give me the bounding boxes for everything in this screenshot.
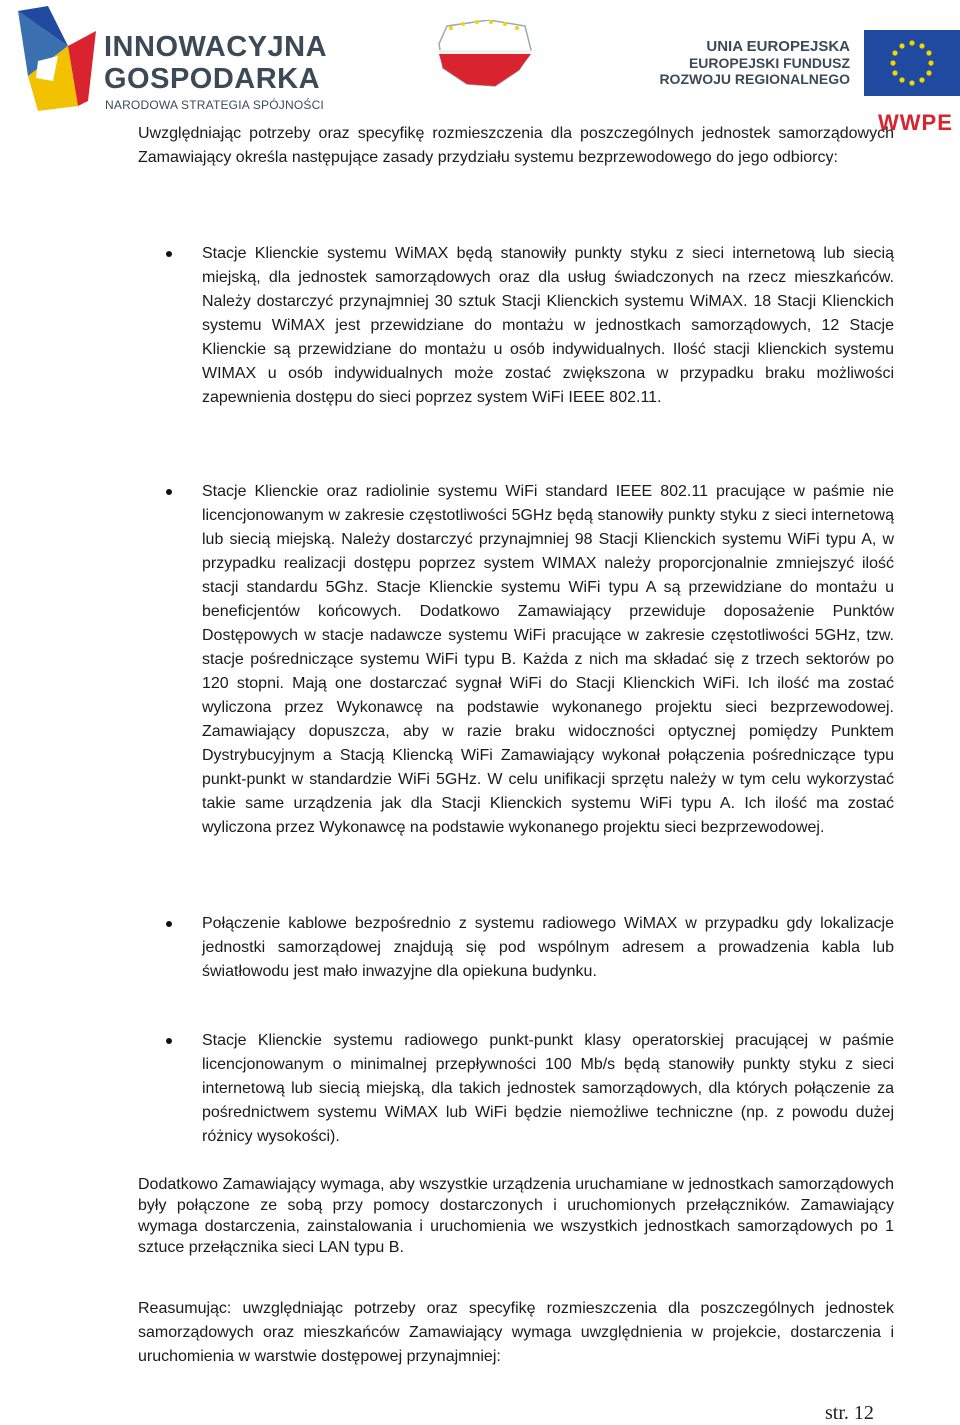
list-item-text: Połączenie kablowe bezpośrednio z systemu radiowego WiMAX w przypadku gdy lokalizacje jednostki samorządowej znajdują się pod wspólnym adresem a prowadzenia kabla lub światłowodu jest mało inwazyjne dla opiekuna budynku. [202,915,894,980]
innowacyjna-gospodarka-emblem-icon [8,6,103,116]
eu-logo-line1: UNIA EUROPEJSKA [706,38,850,55]
page-number: str. 12 [825,1402,874,1424]
list-item-text: Stacje Klienckie oraz radiolinie systemu WiFi standard IEEE 802.11 pracujące w paśmie nie licencjonowanym w zakresie częstotliwości 5GHz będą stanowiły punkty styku z sieci internetową lub siecią miejską. Należy dostarczyć przynajmniej 98 Stacji Klienckich systemu WiFi typu A, w przypadku realizacji dostępu poprzez system WIMAX należy proporcjonalnie zmniejszyć ilość stacji standardu 5Ghz. Stacje Klienckie systemu WiFi typu A są przewidziane do montażu u beneficjentów końcowych. Dodatkowo Zamawiający przewiduje doposażenie Punktów Dostępowych w stacje nadawcze systemu WiFi pracujące w zakresie częstotliwości 5GHz, tzw. stacje pośredniczące systemu WiFi typu B. Każda z nich ma składać się z trzech sektorów po 120 stopni. Mają one dostarczać sygnał WiFi do Stacji Klienckich WiFi. Ich ilość ma zostać wyliczona przez Wykonawcę na podstawie wykonanego projektu sieci bezprzewodowej. Zamawiający dopuszcza, aby w razie braku widoczności optycznej pomiędzy Punktem Dystrybucyjnym a Stacją Kliencką WiFi Zamawiający wykonał połączenia pośredniczące typu punkt-punkt w standardzie WiFi 5GHz. W celu unifikacji sprzętu należy w tym celu wykorzystać takie same urządzenia jak dla Stacji Klienckich systemu WiFi typu A. Ich ilość ma zostać wyliczona przez Wykonawcę na podstawie wykonanego projektu sieci bezprzewodowej. [202,483,894,836]
bullet-icon [166,1038,172,1044]
intro-paragraph: Uwzględniając potrzeby oraz specyfikę rozmieszczenia dla poszczególnych jednostek samorządowych Zamawiający określa następujące zasady przydziału systemu bezprzewodowego do jego odbiorcy: [138,125,894,166]
bullet-icon [166,921,172,927]
logo-left-line1: INNOWACYJNA [104,31,328,63]
list-item-text: Stacje Klienckie systemu radiowego punkt-punkt klasy operatorskiej pracującej w paśmie licencjonowanym o minimalnej przepływności 100 Mb/s będą stanowiły punkty styku z sieci internetową lub siecią miejską, dla takich jednostek samorządowych, dla których połączenie za pośrednictwem systemu WiMAX lub WiFi będzie niemożliwe techniczne (np. z powodu dużej różnicy wysokości). [202,1032,894,1145]
list-item [202,480,894,840]
list-item-text: Stacje Klienckie systemu WiMAX będą stanowiły punkty styku z sieci internetową lub siecią miejską, dla jednostek samorządowych oraz dla usług świadczonych na rzecz mieszkańców. Należy dostarczyć przynajmniej 30 sztuk Stacji Klienckich systemu WiMAX. 18 Stacji Klienckich systemu WiMAX jest przewidziane do montażu w jednostkach samorządowych, 12 Stacje Klienckie są przewidziane do montażu u osób indywidualnych. Ilość stacji klienckich systemu WIMAX u osób indywidualnych może zostać zwiększona w przypadku braku możliwości zapewnienia dostępu do sieci poprzez system WiFi IEEE 802.11. [202,245,894,406]
innowacyjna-gospodarka-logo [8,6,348,116]
eu-flag-icon [864,30,960,96]
poland-map-icon [437,20,537,92]
wwpe-logo-text: WWPE [878,110,953,135]
logo-left-line2: GOSPODARKA [104,63,321,95]
list-item [202,912,894,984]
logo-left-line3: NARODOWA STRATEGIA SPÓJNOŚCI [105,98,324,112]
summary-paragraph: Reasumując: uwzględniając potrzeby oraz specyfikę rozmieszczenia dla poszczególnych jednostek samorządowych oraz mieszkańców Zamawiający wymaga uwzględnienia w projekcie, dostarczenia i uruchomienia w warstwie dostępowej przynajmniej: [138,1300,894,1365]
bullet-icon [166,251,172,257]
eu-logo-line2: EUROPEJSKI FUNDUSZ [688,55,850,71]
list-item [202,242,894,410]
eu-logo-line3: ROZWOJU REGIONALNEGO [659,71,850,87]
list-item [202,1029,894,1149]
additional-requirements-paragraph: Dodatkowo Zamawiający wymaga, aby wszystkie urządzenia uruchamiane w jednostkach samorządowych były połączone ze sobą przy pomocy dostarczonych i uruchomionych przełączników. Zamawiający wymaga dostarczenia, zainstalowania i uruchomienia we wszystkich jednostkach samorządowych po 1 sztuce przełącznika sieci LAN typu B. [138,1176,894,1256]
bullet-icon [166,489,172,495]
page-header [0,0,960,135]
